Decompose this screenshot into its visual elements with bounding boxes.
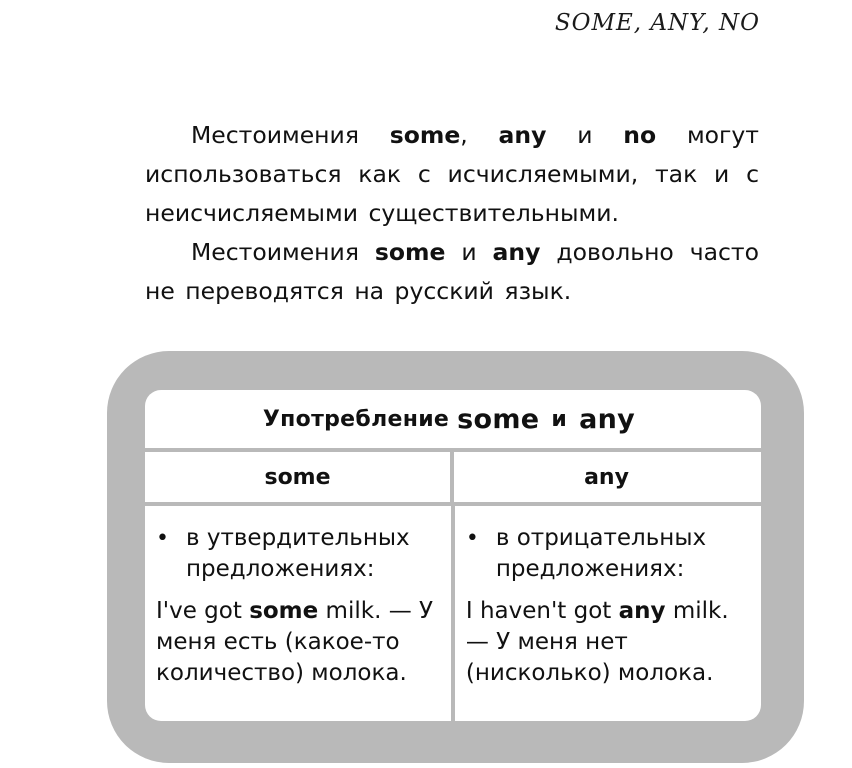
keyword-some: some (374, 238, 446, 266)
keyword-some: some (249, 598, 319, 624)
page-header: SOME, ANY, NO (554, 10, 760, 36)
text-run: milk. — У меня нет (нисколько) молока. (465, 598, 729, 686)
table-title (145, 390, 761, 448)
text-run: Местоимения (191, 238, 375, 266)
text-run: I haven't got (465, 598, 619, 624)
example-sentence (466, 596, 749, 689)
intro-paragraph-2 (145, 233, 759, 311)
text-run: довольно часто не переводятся на русский язык. (145, 238, 759, 305)
keyword-some: some (389, 121, 461, 149)
bullet-icon: • (465, 526, 479, 551)
cell-any (455, 506, 761, 721)
table-title-any: any (579, 403, 636, 435)
column-headers-row (145, 452, 761, 502)
keyword-no: no (623, 121, 657, 149)
usage-rule: в утвердительных предложениях: (186, 525, 410, 582)
text-run: и (546, 121, 624, 149)
table-body-row (145, 506, 761, 721)
usage-rule: в отрицательных предложениях: (495, 525, 707, 582)
bullet-item (156, 523, 439, 585)
text-run: milk. — У меня есть (какое-то количество) молока. (156, 598, 434, 686)
keyword-any: any (498, 121, 547, 149)
keyword-any: any (618, 598, 666, 624)
bullet-icon: • (156, 526, 169, 551)
example-sentence (156, 596, 439, 689)
table-title-prefix: Употребление (262, 406, 450, 432)
text-run: и (445, 238, 493, 266)
text-run: могут использоваться как с исчисляемыми, так и с неисчисляемыми существительными. (145, 121, 759, 227)
bullet-item (466, 523, 749, 585)
table-title-and: и (551, 406, 568, 432)
intro-text (145, 116, 759, 311)
cell-some (145, 506, 451, 721)
text-run: I've got (156, 598, 250, 624)
intro-paragraph-1 (145, 116, 759, 233)
text-run: Местоимения (191, 121, 390, 149)
table-title-some: some (457, 403, 540, 435)
usage-table (145, 390, 761, 721)
keyword-any: any (492, 238, 541, 266)
column-header-some: some (264, 464, 331, 490)
column-header-any: any (584, 464, 629, 490)
text-run: , (460, 121, 499, 149)
